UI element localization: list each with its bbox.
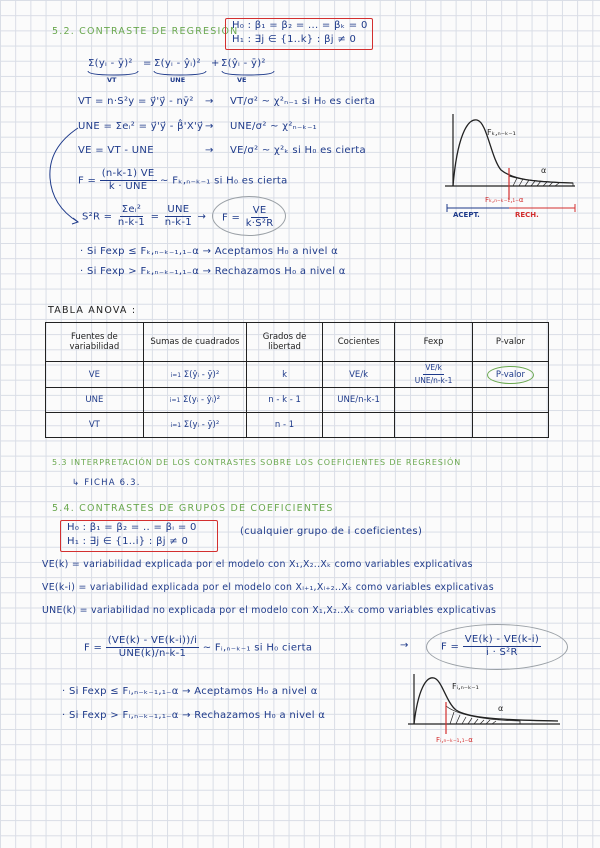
f-num: (n-k-1) VE [101, 168, 155, 179]
rule-4-arrow: → [182, 710, 195, 721]
fexp-fraction [413, 362, 455, 387]
f-group-ellipse [426, 624, 568, 670]
anova-cell-pvalue [472, 362, 548, 388]
f-distribution-graph-2 [400, 668, 570, 748]
rule-1 [80, 246, 338, 257]
anova-row-une [46, 388, 549, 413]
decomp-underbraces [86, 70, 282, 78]
f-formula-ellipse [212, 196, 286, 236]
graph1-curve-label: Fₖ,ₙ₋ₖ₋₁ [487, 128, 516, 137]
f-group-formula [441, 634, 541, 659]
hypothesis-box-2 [60, 520, 218, 552]
anova-row-vt [46, 413, 549, 438]
fexp-den: UNE/n-k-1 [414, 376, 453, 385]
arrow-1: → [205, 96, 214, 107]
rule-1-cond: · Si Fexp ≤ Fₖ,ₙ₋ₖ₋₁,₁₋α [80, 246, 200, 257]
anova-table [45, 322, 549, 438]
sum-index: i=1 [170, 371, 182, 379]
sr-den-1: n-k-1 [117, 217, 146, 228]
hypothesis-box [225, 18, 373, 50]
ve-label: VE [237, 76, 247, 84]
rule-4-cond: · Si Fexp > Fᵢ,ₙ₋ₖ₋₁,₁₋α [62, 710, 179, 721]
anova-cell-df: n - 1 [247, 413, 323, 438]
pvalue-ellipse: P-valor [487, 366, 534, 384]
anova-header-row [46, 323, 549, 362]
f-group-den: UNE(k)/n-k-1 [118, 648, 187, 659]
section-5-3-ref: ↳ FICHA 6.3. [72, 478, 141, 488]
decomp-plus: + [211, 58, 220, 69]
anova-ss-value: Σ(yᵢ - ȳ)² [183, 420, 220, 430]
rule-3-arrow: → [182, 686, 195, 697]
arrow-5: → [400, 640, 409, 651]
sr-eq: = [150, 211, 160, 223]
f-den: k · UNE [108, 181, 148, 192]
f-group2-den: i · S²R [486, 647, 518, 658]
sr-left: S²R = [82, 211, 113, 223]
vt-line: VT = n·S²y = y⃗'y⃗ - nȳ² [78, 96, 194, 107]
anova-header-df: Grados de libertad [247, 323, 323, 362]
rule-4-result: Rechazamos H₀ a nivel α [194, 710, 326, 721]
h1-text-2: H₁ : ∃j ∈ {1..i} : βj ≠ 0 [67, 536, 189, 547]
decomp-eq: = [143, 58, 152, 69]
fexp-num: VE/k [423, 362, 444, 375]
vt-label: VT [107, 76, 117, 84]
ve-dist: VE/σ² ~ χ²ₖ si H₀ es cierta [230, 145, 366, 156]
graph1-alpha: α [541, 166, 547, 175]
anova-cell-src: UNE [46, 388, 144, 413]
f-group-dist: ~ Fᵢ,ₙ₋ₖ₋₁ si H₀ cierta [202, 642, 313, 654]
sr-fraction-2 [163, 204, 194, 229]
f2-left: F = [222, 212, 241, 224]
anova-header-ss: Sumas de cuadrados [143, 323, 246, 362]
anova-cell-ss [143, 388, 246, 413]
graph1-accept-label: ACEPT. [453, 211, 480, 219]
anova-ss-value: Σ(yᵢ - ŷᵢ)² [183, 395, 221, 405]
rule-3-result: Aceptamos H₀ a nivel α [194, 686, 318, 697]
group-note: (cualquier grupo de i coeficientes) [240, 526, 423, 537]
h0-text-2: H₀ : β₁ = β₂ = .. = βᵢ = 0 [67, 522, 197, 533]
f-group2-left: F = [441, 641, 460, 653]
decomp-vt [88, 58, 133, 69]
vt-sum: Σ(yᵢ - ȳ)² [88, 58, 133, 69]
sr-num-1: Σeᵢ² [121, 204, 142, 215]
rule-2-arrow: → [202, 266, 215, 277]
anova-cell-df: n - k - 1 [247, 388, 323, 413]
rule-4 [62, 710, 325, 721]
arrow-4: → [197, 211, 207, 223]
graph1-critical-value: Fₖ,ₙ₋ₖ₋₁,₁₋α [485, 196, 524, 204]
anova-cell-pvalue [472, 413, 548, 438]
f2-formula [222, 205, 275, 230]
rule-2-cond: · Si Fexp > Fₖ,ₙ₋ₖ₋₁,₁₋α [80, 266, 200, 277]
graph2-critical-value: Fᵢ,ₙ₋ₖ₋₁,₁₋α [436, 736, 473, 744]
graph2-curve-label: Fᵢ,ₙ₋ₖ₋₁ [452, 682, 479, 691]
une-dist: UNE/σ² ~ χ²ₙ₋ₖ₋₁ [230, 121, 317, 132]
arrow-3: → [205, 145, 214, 156]
rule-3 [62, 686, 318, 697]
section-5-2-title: 5.2. CONTRASTE DE REGRESIÓN [52, 26, 239, 37]
definition-ve-k-i: VE(k-i) = variabilidad explicada por el modelo con Xᵢ₊₁,Xᵢ₊₂..Xₖ como variables explicativas [42, 582, 494, 593]
f-group-stat [84, 635, 312, 660]
definition-ve-k: VE(k) = variabilidad explicada por el modelo con X₁,X₂..Xₖ como variables explicativas [42, 559, 473, 570]
anova-header-pvalue: P-valor [472, 323, 548, 362]
arrow-2: → [205, 121, 214, 132]
anova-cell-pvalue [472, 388, 548, 413]
ve-line: VE = VT - UNE [78, 145, 154, 156]
anova-cell-ms: UNE/n-k-1 [323, 388, 395, 413]
anova-header-fexp: Fexp [395, 323, 473, 362]
rule-3-cond: · Si Fexp ≤ Fᵢ,ₙ₋ₖ₋₁,₁₋α [62, 686, 179, 697]
anova-cell-src: VT [46, 413, 144, 438]
rule-1-result: Aceptamos H₀ a nivel α [214, 246, 339, 257]
h0-text: H₀ : β₁ = β₂ = ... = βₖ = 0 [232, 20, 368, 31]
f-dist: ~ Fₖ,ₙ₋ₖ₋₁ si H₀ es cierta [160, 175, 288, 187]
une-line: UNE = Σeᵢ² = y⃗'y⃗ - β̂'X'y⃗ [78, 121, 204, 132]
anova-cell-ss [143, 413, 246, 438]
f-group2-fraction [463, 634, 541, 659]
f-group2-num: VE(k) - VE(k-i) [464, 634, 540, 645]
rule-2 [80, 266, 346, 277]
section-5-3-title: 5.3 INTERPRETACIÓN DE LOS CONTRASTES SOBRE LOS COEFICIENTES DE REGRESIÓN [52, 458, 462, 467]
f2-den: k·S²R [245, 218, 274, 229]
f2-fraction [244, 205, 276, 230]
anova-ss-value: Σ(ŷᵢ - ȳ)² [183, 369, 220, 380]
anova-cell-ms [323, 413, 395, 438]
une-sum: Σ(yᵢ - ŷᵢ)² [154, 58, 201, 69]
graph2-alpha: α [498, 704, 504, 713]
definition-une-k: UNE(k) = variabilidad no explicada por el modelo con X₁,X₂..Xₖ como variables explicativas [42, 605, 497, 616]
sr-num-2: UNE [167, 204, 190, 215]
anova-cell-fexp [395, 362, 473, 388]
anova-cell-df: k [247, 362, 323, 388]
une-label: UNE [170, 76, 186, 84]
f-group-left: F = [84, 642, 103, 654]
anova-cell-fexp [395, 413, 473, 438]
sum-index: i=1 [169, 397, 181, 404]
section-5-4-title: 5.4. CONTRASTES DE GRUPOS DE COEFICIENTES [52, 503, 334, 514]
f-stat [78, 168, 288, 193]
sum-index: i=1 [170, 422, 182, 429]
anova-cell-fexp [395, 388, 473, 413]
anova-cell-ss [143, 362, 246, 388]
f2-num: VE [252, 205, 267, 216]
h1-text: H₁ : ∃j ∈ {1..k} : βj ≠ 0 [232, 34, 357, 45]
rule-2-result: Rechazamos H₀ a nivel α [214, 266, 346, 277]
rule-1-arrow: → [202, 246, 215, 257]
vt-dist: VT/σ² ~ χ²ₙ₋₁ si H₀ es cierta [230, 96, 376, 107]
ve-sum: Σ(ŷᵢ - ȳ)² [221, 58, 266, 69]
anova-header-ms: Cocientes [323, 323, 395, 362]
anova-title: TABLA ANOVA : [48, 305, 137, 316]
anova-cell-src: VE [46, 362, 144, 388]
f-left: F = [78, 175, 97, 187]
sr-den-2: n-k-1 [164, 217, 192, 228]
anova-cell-ms: VE/k [323, 362, 395, 388]
anova-header-source: Fuentes de variabilidad [46, 323, 144, 362]
f-group-num: (VE(k) - VE(k-i))/i [107, 635, 198, 646]
f-group-fraction [106, 635, 200, 660]
sr-stat [82, 204, 206, 229]
f-fraction [100, 168, 157, 193]
graph1-reject-label: RECH. [515, 211, 539, 219]
anova-row-ve [46, 362, 549, 388]
sr-fraction-1 [116, 204, 147, 229]
